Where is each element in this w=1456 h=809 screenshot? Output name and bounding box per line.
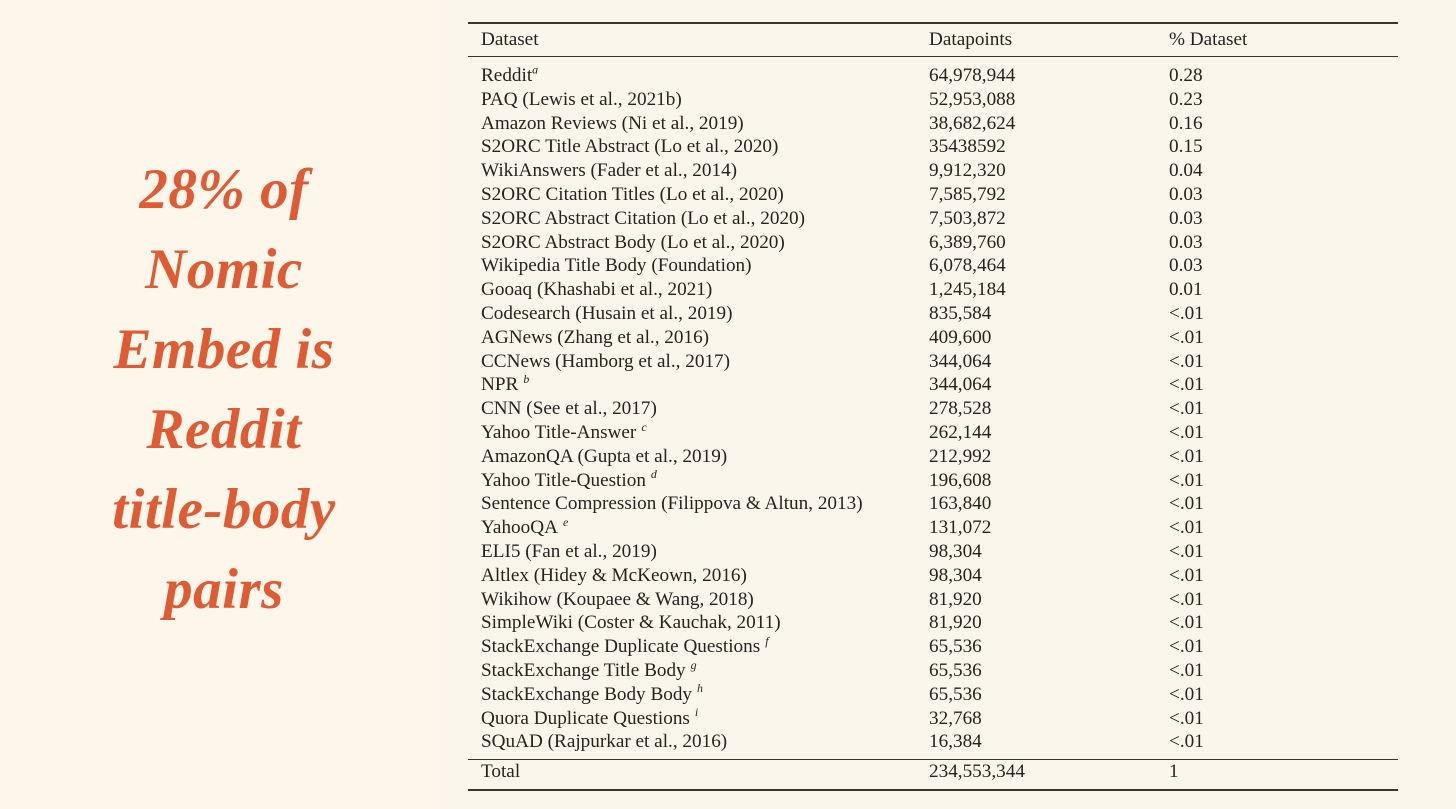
total-row — [468, 760, 1398, 784]
cell-dataset-name — [468, 421, 929, 445]
cell-percent: 0.28 — [1169, 65, 1203, 86]
cell-dataset-name — [468, 278, 929, 302]
cell-dataset-name — [468, 350, 929, 374]
cell-percent: 0.03 — [1169, 255, 1203, 277]
dataset-label: Yahoo Title-Question — [481, 469, 646, 491]
cell-dataset-name — [468, 183, 929, 207]
dataset-label: Yahoo Title-Answer — [481, 421, 637, 443]
cell-datapoints: 81,920 — [929, 588, 982, 610]
cell-percent: <.01 — [1169, 540, 1204, 562]
dataset-label: Wikipedia Title Body (Foundation) — [481, 255, 752, 277]
dataset-label: AGNews (Zhang et al., 2016) — [481, 326, 710, 348]
dataset-label: CNN (See et al., 2017) — [481, 398, 657, 420]
cell-percent: <.01 — [1169, 302, 1204, 324]
table-row — [468, 659, 1398, 683]
dataset-label: StackExchange Duplicate Questions — [481, 636, 761, 658]
cell-dataset-name — [468, 469, 929, 493]
cell-percent: <.01 — [1169, 564, 1204, 586]
table-row — [468, 183, 1398, 207]
dataset-label: Wikihow (Koupaee & Wang, 2018) — [481, 588, 754, 610]
cell-dataset-name — [468, 373, 929, 397]
rule-end-row — [468, 790, 1398, 791]
table-row — [468, 421, 1398, 445]
cell-datapoints: 7,585,792 — [929, 183, 1006, 205]
headline-line-4: Reddit — [146, 398, 302, 461]
dataset-label: Altlex (Hidey & McKeown, 2016) — [481, 564, 747, 586]
total-label: Total — [481, 761, 521, 783]
footnote-marker: g — [690, 657, 697, 672]
footnote-marker: d — [650, 467, 657, 482]
footnote-marker: f — [765, 633, 769, 648]
table-row — [468, 207, 1398, 231]
table-row — [468, 540, 1398, 564]
table-row — [468, 64, 1398, 88]
bottom-rule — [468, 790, 1398, 791]
cell-dataset-name — [468, 302, 929, 326]
table-row — [468, 254, 1398, 278]
dataset-label: CCNews (Hamborg et al., 2017) — [481, 350, 731, 372]
cell-percent: <.01 — [1169, 326, 1204, 348]
cell-percent: 0.01 — [1169, 279, 1203, 301]
cell-datapoints: 6,389,760 — [929, 231, 1006, 253]
table-row — [468, 492, 1398, 516]
cell-datapoints: 16,384 — [929, 731, 982, 753]
cell-dataset-name — [468, 730, 929, 754]
footnote-marker: e — [562, 514, 569, 529]
table-row — [468, 397, 1398, 421]
cell-percent: <.01 — [1169, 588, 1204, 610]
cell-dataset-name — [468, 88, 929, 112]
total-datapoints: 234,553,344 — [929, 761, 1025, 783]
cell-datapoints: 98,304 — [929, 540, 982, 562]
cell-percent: <.01 — [1169, 707, 1204, 729]
table-row — [468, 278, 1398, 302]
cell-dataset-name — [468, 659, 929, 683]
dataset-label: S2ORC Abstract Body (Lo et al., 2020) — [481, 231, 785, 253]
spacer — [468, 57, 1398, 64]
cell-datapoints: 344,064 — [929, 374, 992, 396]
cell-dataset-name — [468, 135, 929, 159]
table-row — [468, 516, 1398, 540]
cell-dataset-name — [468, 64, 929, 88]
cell-percent: 0.03 — [1169, 207, 1203, 229]
dataset-label: Sentence Compression (Filippova & Altun, 2013) — [481, 493, 863, 515]
footnote-marker: b — [523, 371, 530, 386]
cell-dataset-name — [468, 112, 929, 136]
cell-percent: <.01 — [1169, 612, 1204, 634]
table-row — [468, 231, 1398, 255]
footnote-marker: i — [694, 705, 699, 720]
dataset-label: ELI5 (Fan et al., 2019) — [481, 540, 657, 562]
table-footer — [468, 754, 1398, 791]
table-row — [468, 564, 1398, 588]
header-spacer — [468, 57, 1398, 64]
cell-datapoints: 98,304 — [929, 564, 982, 586]
cell-percent: <.01 — [1169, 350, 1204, 372]
table-row — [468, 135, 1398, 159]
cell-dataset-name — [468, 397, 929, 421]
dataset-label: S2ORC Title Abstract (Lo et al., 2020) — [481, 136, 779, 158]
dataset-label: AmazonQA (Gupta et al., 2019) — [481, 445, 728, 467]
cell-dataset-name — [468, 445, 929, 469]
cell-dataset-name — [468, 540, 929, 564]
cell-datapoints: 64,978,944 — [929, 65, 1016, 86]
cell-dataset-name — [468, 231, 929, 255]
cell-datapoints: 6,078,464 — [929, 255, 1006, 277]
total-percent: 1 — [1169, 761, 1179, 783]
table-row — [468, 635, 1398, 659]
cell-percent: <.01 — [1169, 683, 1204, 705]
cell-percent: 0.16 — [1169, 112, 1203, 134]
cell-percent: <.01 — [1169, 636, 1204, 658]
cell-percent: <.01 — [1169, 421, 1204, 443]
cell-datapoints: 262,144 — [929, 421, 992, 443]
cell-percent: <.01 — [1169, 398, 1204, 420]
cell-percent: <.01 — [1169, 374, 1204, 396]
cell-datapoints: 35438592 — [929, 136, 1006, 158]
cell-dataset-name — [468, 326, 929, 350]
cell-datapoints: 278,528 — [929, 398, 992, 420]
headline-line-3: Embed is — [113, 318, 335, 381]
cell-percent: <.01 — [1169, 659, 1204, 681]
cell-percent: 0.03 — [1169, 231, 1203, 253]
column-header-percent: % Dataset — [1169, 29, 1248, 50]
cell-datapoints: 212,992 — [929, 445, 992, 467]
dataset-label: Reddit — [481, 65, 533, 86]
cell-datapoints: 65,536 — [929, 683, 982, 705]
cell-percent: 0.23 — [1169, 88, 1203, 110]
dataset-label: YahooQA — [481, 517, 558, 539]
table-row — [468, 302, 1398, 326]
dataset-label: SimpleWiki (Coster & Kauchak, 2011) — [481, 612, 781, 634]
dataset-label: WikiAnswers (Fader et al., 2014) — [481, 160, 738, 182]
dataset-label: Gooaq (Khashabi et al., 2021) — [481, 279, 713, 301]
dataset-label: S2ORC Citation Titles (Lo et al., 2020) — [481, 183, 784, 205]
cell-datapoints: 65,536 — [929, 659, 982, 681]
headline-line-6: pairs — [164, 558, 284, 621]
footnote-marker: a — [532, 62, 539, 77]
dataset-table-container — [468, 22, 1398, 791]
cell-datapoints: 7,503,872 — [929, 207, 1006, 229]
cell-dataset-name — [468, 207, 929, 231]
cell-datapoints: 196,608 — [929, 469, 992, 491]
cell-datapoints: 32,768 — [929, 707, 982, 729]
page-title — [24, 150, 424, 630]
cell-datapoints: 1,245,184 — [929, 279, 1006, 301]
dataset-label: Codesearch (Husain et al., 2019) — [481, 302, 733, 324]
table-row — [468, 683, 1398, 707]
footnote-marker: h — [697, 681, 703, 696]
table-row — [468, 445, 1398, 469]
table-row — [468, 588, 1398, 612]
cell-dataset-name — [468, 635, 929, 659]
cell-dataset-name — [468, 159, 929, 183]
table-row — [468, 350, 1398, 374]
header-row — [468, 24, 1398, 57]
table-row — [468, 88, 1398, 112]
dataset-label: SQuAD (Rajpurkar et al., 2016) — [481, 731, 728, 753]
table-row — [468, 707, 1398, 731]
dataset-label: PAQ (Lewis et al., 2021b) — [481, 88, 682, 110]
table-row — [468, 159, 1398, 183]
cell-dataset-name — [468, 588, 929, 612]
table-row — [468, 326, 1398, 350]
cell-percent: <.01 — [1169, 731, 1204, 753]
cell-dataset-name — [468, 683, 929, 707]
cell-percent: <.01 — [1169, 517, 1204, 539]
dataset-table — [468, 22, 1398, 791]
table-header — [468, 23, 1398, 64]
dataset-label: StackExchange Body Body — [481, 683, 693, 705]
cell-datapoints: 131,072 — [929, 517, 992, 539]
table-row — [468, 469, 1398, 493]
table-body — [468, 64, 1398, 754]
table-row — [468, 730, 1398, 754]
cell-dataset-name — [468, 611, 929, 635]
headline-line-5: title-body — [112, 478, 336, 541]
cell-dataset-name — [468, 492, 929, 516]
dataset-label: StackExchange Title Body — [481, 659, 686, 681]
column-header-dataset: Dataset — [481, 29, 539, 50]
cell-dataset-name — [468, 707, 929, 731]
cell-datapoints: 9,912,320 — [929, 160, 1006, 182]
cell-percent: 0.03 — [1169, 183, 1203, 205]
cell-datapoints: 344,064 — [929, 350, 992, 372]
cell-datapoints: 835,584 — [929, 302, 992, 324]
cell-percent: 0.15 — [1169, 136, 1203, 158]
cell-percent: <.01 — [1169, 469, 1204, 491]
footnote-marker: c — [641, 419, 647, 434]
cell-dataset-name — [468, 564, 929, 588]
cell-datapoints: 409,600 — [929, 326, 992, 348]
cell-datapoints: 52,953,088 — [929, 88, 1016, 110]
cell-percent: 0.04 — [1169, 160, 1203, 182]
headline-line-1: 28% of — [139, 158, 309, 221]
cell-dataset-name — [468, 516, 929, 540]
table-row — [468, 112, 1398, 136]
cell-percent: <.01 — [1169, 445, 1204, 467]
cell-datapoints: 163,840 — [929, 493, 992, 515]
cell-dataset-name — [468, 254, 929, 278]
table-row — [468, 611, 1398, 635]
cell-datapoints: 65,536 — [929, 636, 982, 658]
headline-line-2: Nomic — [145, 238, 303, 301]
dataset-label: NPR — [481, 374, 519, 396]
dataset-label: S2ORC Abstract Citation (Lo et al., 2020) — [481, 207, 806, 229]
dataset-label: Quora Duplicate Questions — [481, 707, 690, 729]
table-row — [468, 373, 1398, 397]
cell-percent: <.01 — [1169, 493, 1204, 515]
column-header-datapoints: Datapoints — [929, 29, 1013, 50]
dataset-label: Amazon Reviews (Ni et al., 2019) — [481, 112, 744, 134]
cell-datapoints: 81,920 — [929, 612, 982, 634]
cell-datapoints: 38,682,624 — [929, 112, 1016, 134]
